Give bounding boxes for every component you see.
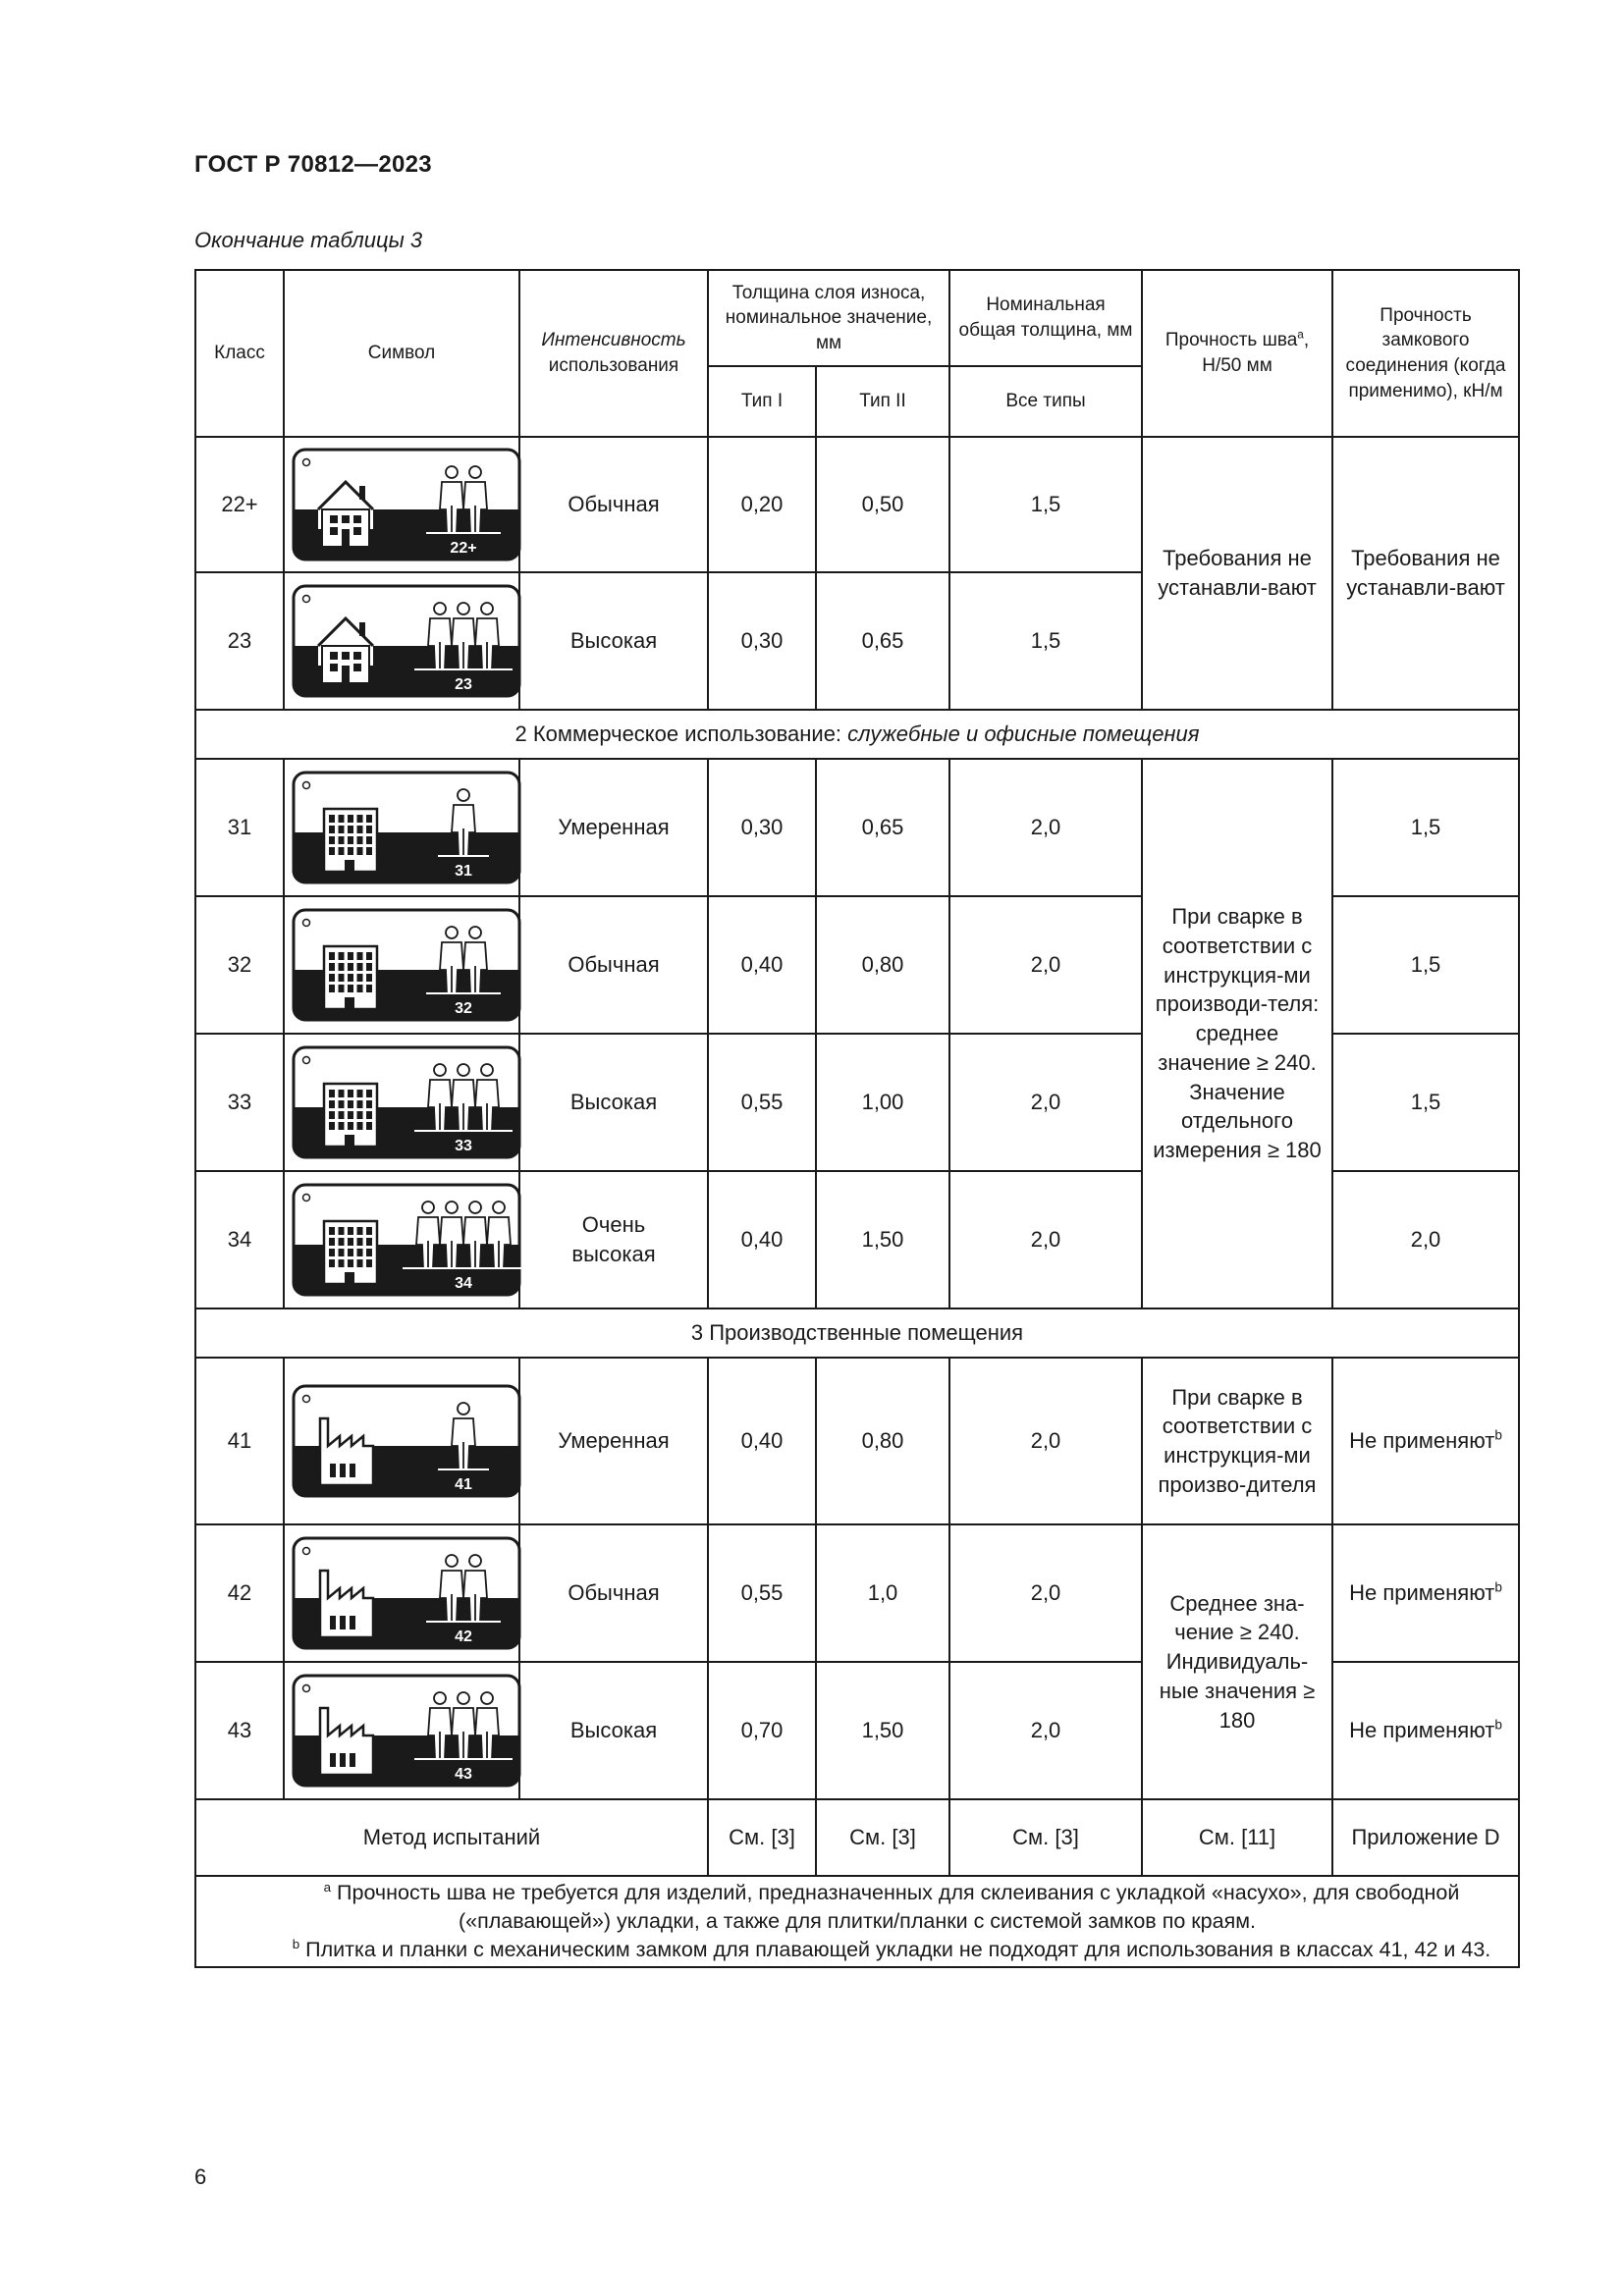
table-caption: Окончание таблицы 3: [194, 228, 423, 252]
usage-symbol-icon: [291, 583, 513, 699]
class-symbol-cell: [284, 1034, 519, 1171]
intensity-cell: Высокая: [519, 1662, 708, 1799]
usage-symbol-icon: [291, 1383, 513, 1499]
type2-cell: 1,50: [816, 1662, 949, 1799]
type2-cell: 0,80: [816, 1358, 949, 1524]
total-thickness-cell: 2,0: [949, 1662, 1142, 1799]
section-commercial: 2 Коммерческое использование: служебные и офисные помещения: [195, 710, 1519, 759]
symbol-class-label: 43: [455, 1766, 472, 1783]
symbol-office-3-people: [291, 1044, 522, 1160]
test-method-type2: См. [3]: [816, 1799, 949, 1876]
section-row: [195, 710, 1519, 759]
lock-strength-cell: Не применяют$^b$: [1332, 1662, 1519, 1799]
class-symbol-cell: [284, 896, 519, 1034]
test-method-total: См. [3]: [949, 1799, 1142, 1876]
type1-cell: 0,40: [708, 1171, 816, 1308]
table-row: [195, 437, 1519, 572]
seam-strength-cell: При сварке в соответствии с инструкция-ми производи-теля: среднее значение ≥ 240. Значение отдельного измерения ≥ 180: [1142, 759, 1332, 1308]
lock-strength-cell: 1,5: [1332, 896, 1519, 1034]
header-symbol: Символ: [284, 270, 519, 437]
class-symbol-cell: [284, 1171, 519, 1308]
type2-cell: 1,00: [816, 1034, 949, 1171]
symbol-house-3-people: [291, 583, 522, 699]
intensity-cell: Обычная: [519, 437, 708, 572]
lock-strength-cell: Требования не устанавли-вают: [1332, 437, 1519, 710]
class-cell: 41: [195, 1358, 284, 1524]
header-wear-layer: Толщина слоя износа, номинальное значение, мм: [708, 270, 949, 366]
page-number: 6: [194, 2164, 207, 2189]
usage-symbol-icon: [291, 770, 513, 885]
symbol-factory-3-people: [291, 1673, 522, 1789]
test-method-seam: См. [11]: [1142, 1799, 1332, 1876]
class-cell: 31: [195, 759, 284, 896]
header-all-types: Все типы: [949, 366, 1142, 437]
section-industrial: 3 Производственные помещения: [195, 1308, 1519, 1358]
type1-cell: 0,70: [708, 1662, 816, 1799]
symbol-office-1-people: [291, 770, 522, 885]
intensity-cell: Умеренная: [519, 1358, 708, 1524]
symbol-class-label: 33: [455, 1138, 472, 1154]
total-thickness-cell: 2,0: [949, 1524, 1142, 1662]
type1-cell: 0,40: [708, 896, 816, 1034]
usage-symbol-icon: [291, 1535, 513, 1651]
usage-symbol-icon: [291, 1673, 513, 1789]
lock-strength-cell: 1,5: [1332, 1034, 1519, 1171]
test-method-row: [195, 1799, 1519, 1876]
lock-strength-cell: Не применяют$^b$: [1332, 1524, 1519, 1662]
total-thickness-cell: 2,0: [949, 1034, 1142, 1171]
type2-cell: 0,65: [816, 759, 949, 896]
intensity-cell: Умеренная: [519, 759, 708, 896]
header-nominal-thickness: Номинальная общая толщина, мм: [949, 270, 1142, 366]
symbol-office-2-people: [291, 907, 522, 1023]
class-cell: 22+: [195, 437, 284, 572]
total-thickness-cell: 2,0: [949, 896, 1142, 1034]
seam-strength-cell: При сварке в соответствии с инструкция-ми произво-дителя: [1142, 1358, 1332, 1524]
class-cell: 33: [195, 1034, 284, 1171]
table-row: [195, 759, 1519, 896]
type2-cell: 1,50: [816, 1171, 949, 1308]
header-type-1: Тип I: [708, 366, 816, 437]
class-cell: 23: [195, 572, 284, 710]
class-symbol-cell: [284, 1358, 519, 1524]
test-method-label: Метод испытаний: [195, 1799, 708, 1876]
header-seam-strength: Прочность шва$^a$, Н/50 мм: [1142, 270, 1332, 437]
lock-strength-cell: 1,5: [1332, 759, 1519, 896]
footnotes: [195, 1876, 1519, 1967]
class-symbol-cell: [284, 1524, 519, 1662]
footnotes-row: [195, 1876, 1519, 1967]
type1-cell: 0,20: [708, 437, 816, 572]
classification-table: [194, 269, 1520, 1968]
symbol-class-label: 23: [455, 676, 472, 693]
type1-cell: 0,30: [708, 572, 816, 710]
header-lock-strength: Прочность замкового соединения (когда применимо), кН/м: [1332, 270, 1519, 437]
footnote-a: $^a$ Прочность шва не требуется для изделий, предназначенных для склеивания с укладкой «насухо», для свободной («плавающей») укладки, а также для плитки/планки с системой замков по краям.: [323, 1879, 1460, 1934]
usage-symbol-icon: [291, 1182, 513, 1298]
type2-cell: 0,50: [816, 437, 949, 572]
symbol-house-2-people: [291, 447, 522, 562]
symbol-class-label: 31: [455, 863, 472, 880]
class-cell: 32: [195, 896, 284, 1034]
class-cell: 42: [195, 1524, 284, 1662]
type1-cell: 0,30: [708, 759, 816, 896]
lock-strength-cell: Не применяют$^b$: [1332, 1358, 1519, 1524]
class-symbol-cell: [284, 759, 519, 896]
symbol-class-label: 22+: [450, 540, 477, 557]
table-row: [195, 1358, 1519, 1524]
class-cell: 43: [195, 1662, 284, 1799]
type2-cell: 1,0: [816, 1524, 949, 1662]
class-symbol-cell: [284, 572, 519, 710]
seam-strength-cell: Требования не устанавли-вают: [1142, 437, 1332, 710]
header-class: Класс: [195, 270, 284, 437]
intensity-cell: Высокая: [519, 1034, 708, 1171]
class-cell: 34: [195, 1171, 284, 1308]
section-row: [195, 1308, 1519, 1358]
usage-symbol-icon: [291, 447, 513, 562]
symbol-office-4-people: [291, 1182, 522, 1298]
document-title: ГОСТ Р 70812—2023: [194, 151, 432, 178]
intensity-cell: Обычная: [519, 896, 708, 1034]
class-symbol-cell: [284, 1662, 519, 1799]
table-row: [195, 1524, 1519, 1662]
footnote-b: $^b$ Плитка и планки с механическим замком для плавающей укладки не подходят для использования в классах 41, 42 и 43.: [292, 1936, 1491, 1962]
total-thickness-cell: 2,0: [949, 1358, 1142, 1524]
total-thickness-cell: 1,5: [949, 572, 1142, 710]
type2-cell: 0,80: [816, 896, 949, 1034]
symbol-factory-1-people: [291, 1383, 522, 1499]
header-type-2: Тип II: [816, 366, 949, 437]
type1-cell: 0,55: [708, 1524, 816, 1662]
intensity-cell: Очень высокая: [519, 1171, 708, 1308]
header-intensity: Интенсивность использования: [519, 270, 708, 437]
symbol-class-label: 42: [455, 1629, 472, 1645]
symbol-class-label: 41: [455, 1476, 472, 1493]
class-symbol-cell: [284, 437, 519, 572]
symbol-class-label: 34: [455, 1275, 472, 1292]
type1-cell: 0,55: [708, 1034, 816, 1171]
total-thickness-cell: 2,0: [949, 1171, 1142, 1308]
intensity-cell: Высокая: [519, 572, 708, 710]
test-method-lock: Приложение D: [1332, 1799, 1519, 1876]
total-thickness-cell: 1,5: [949, 437, 1142, 572]
test-method-type1: См. [3]: [708, 1799, 816, 1876]
type1-cell: 0,40: [708, 1358, 816, 1524]
symbol-factory-2-people: [291, 1535, 522, 1651]
usage-symbol-icon: [291, 907, 513, 1023]
usage-symbol-icon: [291, 1044, 513, 1160]
intensity-cell: Обычная: [519, 1524, 708, 1662]
lock-strength-cell: 2,0: [1332, 1171, 1519, 1308]
total-thickness-cell: 2,0: [949, 759, 1142, 896]
symbol-class-label: 32: [455, 1000, 472, 1017]
seam-strength-cell: Среднее зна-чение ≥ 240. Индивидуаль-ные значения ≥ 180: [1142, 1524, 1332, 1799]
type2-cell: 0,65: [816, 572, 949, 710]
